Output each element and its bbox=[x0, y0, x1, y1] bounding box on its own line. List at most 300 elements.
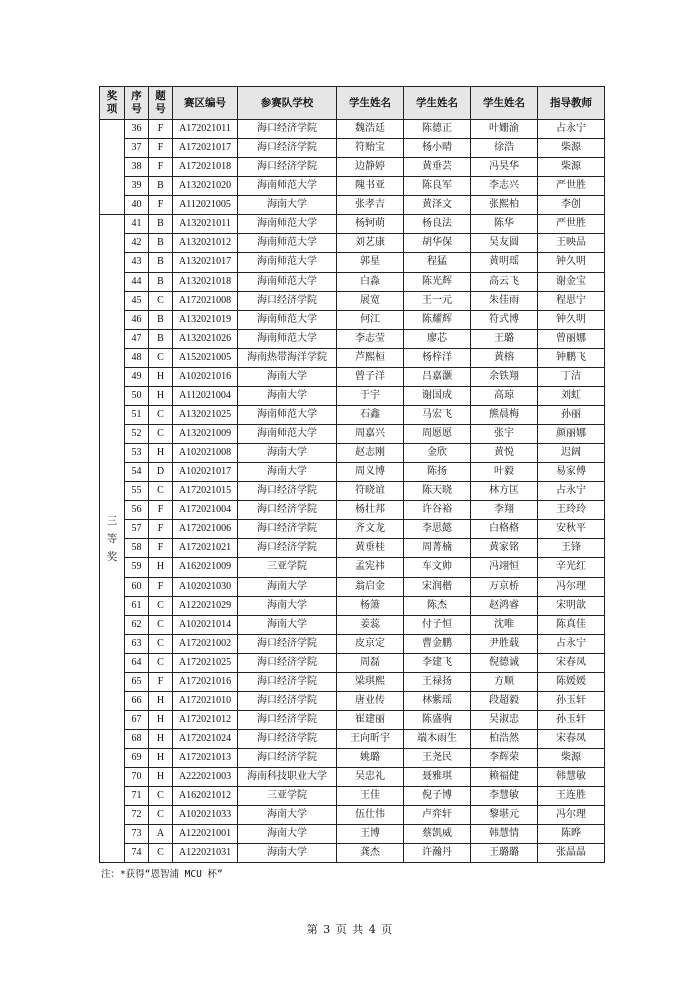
student-1-cell: 翁启金 bbox=[337, 577, 404, 596]
student-1-cell: 伍仕伟 bbox=[337, 806, 404, 825]
seq-cell: 55 bbox=[125, 482, 149, 501]
seq-cell: 65 bbox=[125, 672, 149, 691]
code-cell: A172021024 bbox=[173, 730, 238, 749]
topic-cell: H bbox=[149, 691, 173, 710]
topic-cell: H bbox=[149, 710, 173, 729]
student-1-cell: 何江 bbox=[337, 310, 404, 329]
school-cell: 海南大学 bbox=[238, 367, 337, 386]
school-cell: 海口经济学院 bbox=[238, 634, 337, 653]
student-1-cell: 周义博 bbox=[337, 463, 404, 482]
school-cell: 海口经济学院 bbox=[238, 749, 337, 768]
seq-cell: 44 bbox=[125, 272, 149, 291]
table-row bbox=[100, 691, 605, 710]
topic-cell: C bbox=[149, 806, 173, 825]
seq-cell: 36 bbox=[125, 120, 149, 139]
code-cell: A152021005 bbox=[173, 348, 238, 367]
seq-cell: 61 bbox=[125, 596, 149, 615]
school-cell: 海南师范大学 bbox=[238, 215, 337, 234]
student-2-cell: 陈扬 bbox=[404, 463, 471, 482]
table-row bbox=[100, 615, 605, 634]
student-1-cell: 刘艺康 bbox=[337, 234, 404, 253]
student-3-cell: 韩慧情 bbox=[471, 825, 538, 844]
student-2-cell: 付子恒 bbox=[404, 615, 471, 634]
student-1-cell: 杨箫 bbox=[337, 596, 404, 615]
student-3-cell: 叶姗渝 bbox=[471, 120, 538, 139]
student-2-cell: 陈德正 bbox=[404, 120, 471, 139]
student-3-cell: 李慧敏 bbox=[471, 787, 538, 806]
student-3-cell: 张熙柏 bbox=[471, 196, 538, 215]
school-cell: 海南大学 bbox=[238, 444, 337, 463]
seq-cell: 49 bbox=[125, 367, 149, 386]
code-cell: A102021033 bbox=[173, 806, 238, 825]
teacher-cell: 占永宁 bbox=[538, 120, 605, 139]
seq-cell: 51 bbox=[125, 405, 149, 424]
school-cell: 海南师范大学 bbox=[238, 310, 337, 329]
seq-cell: 67 bbox=[125, 710, 149, 729]
student-2-cell: 端木雨生 bbox=[404, 730, 471, 749]
code-cell: A172021012 bbox=[173, 710, 238, 729]
teacher-cell: 孙玉轩 bbox=[538, 691, 605, 710]
student-1-cell: 白淼 bbox=[337, 272, 404, 291]
table-row bbox=[100, 367, 605, 386]
student-3-cell: 王璐璐 bbox=[471, 844, 538, 863]
student-3-cell: 叶毅 bbox=[471, 463, 538, 482]
student-2-cell: 曹金鹏 bbox=[404, 634, 471, 653]
topic-cell: B bbox=[149, 272, 173, 291]
student-2-cell: 杨小晴 bbox=[404, 139, 471, 158]
table-row bbox=[100, 139, 605, 158]
student-2-cell: 王一元 bbox=[404, 291, 471, 310]
student-1-cell: 于宇 bbox=[337, 386, 404, 405]
student-3-cell: 尹胜载 bbox=[471, 634, 538, 653]
teacher-cell: 陈真佳 bbox=[538, 615, 605, 634]
seq-cell: 71 bbox=[125, 787, 149, 806]
seq-cell: 56 bbox=[125, 501, 149, 520]
topic-cell: F bbox=[149, 539, 173, 558]
header-code: 赛区编号 bbox=[173, 87, 238, 120]
code-cell: A102021008 bbox=[173, 444, 238, 463]
school-cell: 海口经济学院 bbox=[238, 653, 337, 672]
student-2-cell: 黄垂芸 bbox=[404, 158, 471, 177]
table-row bbox=[100, 291, 605, 310]
student-2-cell: 聂雅琪 bbox=[404, 768, 471, 787]
student-1-cell: 王佳 bbox=[337, 787, 404, 806]
seq-cell: 64 bbox=[125, 653, 149, 672]
code-cell: A132021025 bbox=[173, 405, 238, 424]
student-3-cell: 倪德诚 bbox=[471, 653, 538, 672]
school-cell: 海口经济学院 bbox=[238, 482, 337, 501]
student-3-cell: 黄榕 bbox=[471, 348, 538, 367]
topic-cell: F bbox=[149, 158, 173, 177]
teacher-cell: 柴源 bbox=[538, 158, 605, 177]
teacher-cell: 王连胜 bbox=[538, 787, 605, 806]
header-teacher: 指导教师 bbox=[538, 87, 605, 120]
seq-cell: 60 bbox=[125, 577, 149, 596]
student-3-cell: 高琼 bbox=[471, 386, 538, 405]
student-2-cell: 黄泽文 bbox=[404, 196, 471, 215]
topic-cell: H bbox=[149, 444, 173, 463]
student-1-cell: 边静婷 bbox=[337, 158, 404, 177]
teacher-cell: 占永宁 bbox=[538, 482, 605, 501]
code-cell: A172021002 bbox=[173, 634, 238, 653]
student-1-cell: 龚杰 bbox=[337, 844, 404, 863]
table-row bbox=[100, 577, 605, 596]
table-row bbox=[100, 730, 605, 749]
topic-cell: A bbox=[149, 825, 173, 844]
student-2-cell: 许谷裕 bbox=[404, 501, 471, 520]
topic-cell: C bbox=[149, 425, 173, 444]
code-cell: A172021017 bbox=[173, 139, 238, 158]
student-1-cell: 皮京定 bbox=[337, 634, 404, 653]
seq-cell: 73 bbox=[125, 825, 149, 844]
code-cell: A132021026 bbox=[173, 329, 238, 348]
school-cell: 海南师范大学 bbox=[238, 234, 337, 253]
seq-cell: 54 bbox=[125, 463, 149, 482]
student-2-cell: 陈良军 bbox=[404, 177, 471, 196]
school-cell: 海口经济学院 bbox=[238, 710, 337, 729]
student-2-cell: 李建飞 bbox=[404, 653, 471, 672]
teacher-cell: 程思宁 bbox=[538, 291, 605, 310]
student-3-cell: 白格格 bbox=[471, 520, 538, 539]
student-2-cell: 杨梓洋 bbox=[404, 348, 471, 367]
school-cell: 海南师范大学 bbox=[238, 425, 337, 444]
student-3-cell: 吴友圆 bbox=[471, 234, 538, 253]
seq-cell: 74 bbox=[125, 844, 149, 863]
topic-cell: B bbox=[149, 234, 173, 253]
student-2-cell: 陈杰 bbox=[404, 596, 471, 615]
topic-cell: F bbox=[149, 672, 173, 691]
teacher-cell: 冯尔理 bbox=[538, 806, 605, 825]
topic-cell: B bbox=[149, 310, 173, 329]
code-cell: A132021018 bbox=[173, 272, 238, 291]
student-3-cell: 李辉荣 bbox=[471, 749, 538, 768]
table-row bbox=[100, 425, 605, 444]
student-1-cell: 曾子洋 bbox=[337, 367, 404, 386]
header-student-2: 学生姓名 bbox=[404, 87, 471, 120]
student-2-cell: 李思懿 bbox=[404, 520, 471, 539]
table-row bbox=[100, 844, 605, 863]
student-2-cell: 金欣 bbox=[404, 444, 471, 463]
student-3-cell: 万京桥 bbox=[471, 577, 538, 596]
student-1-cell: 李志莹 bbox=[337, 329, 404, 348]
topic-cell: H bbox=[149, 768, 173, 787]
table-row bbox=[100, 405, 605, 424]
topic-cell: B bbox=[149, 215, 173, 234]
topic-cell: H bbox=[149, 749, 173, 768]
table-row bbox=[100, 768, 605, 787]
code-cell: A172021025 bbox=[173, 653, 238, 672]
table-row bbox=[100, 596, 605, 615]
student-3-cell: 黄明瑶 bbox=[471, 253, 538, 272]
table-row bbox=[100, 558, 605, 577]
student-1-cell: 齐文龙 bbox=[337, 520, 404, 539]
school-cell: 海口经济学院 bbox=[238, 730, 337, 749]
student-2-cell: 卢弈轩 bbox=[404, 806, 471, 825]
student-2-cell: 杨良法 bbox=[404, 215, 471, 234]
teacher-cell: 冯尔理 bbox=[538, 577, 605, 596]
topic-cell: H bbox=[149, 367, 173, 386]
student-2-cell: 陈天晓 bbox=[404, 482, 471, 501]
topic-cell: C bbox=[149, 482, 173, 501]
student-2-cell: 谢国成 bbox=[404, 386, 471, 405]
school-cell: 海口经济学院 bbox=[238, 158, 337, 177]
code-cell: A122021031 bbox=[173, 844, 238, 863]
code-cell: A102021017 bbox=[173, 463, 238, 482]
teacher-cell: 钟鹏飞 bbox=[538, 348, 605, 367]
table-row bbox=[100, 806, 605, 825]
code-cell: A222021003 bbox=[173, 768, 238, 787]
student-3-cell: 黎堪元 bbox=[471, 806, 538, 825]
student-3-cell: 陈华 bbox=[471, 215, 538, 234]
school-cell: 海南大学 bbox=[238, 844, 337, 863]
seq-cell: 62 bbox=[125, 615, 149, 634]
student-3-cell: 李翔 bbox=[471, 501, 538, 520]
code-cell: A102021016 bbox=[173, 367, 238, 386]
teacher-cell: 占永宁 bbox=[538, 634, 605, 653]
student-1-cell: 郭星 bbox=[337, 253, 404, 272]
topic-cell: C bbox=[149, 615, 173, 634]
student-3-cell: 林方匡 bbox=[471, 482, 538, 501]
teacher-cell: 曾丽娜 bbox=[538, 329, 605, 348]
school-cell: 海南师范大学 bbox=[238, 405, 337, 424]
student-2-cell: 蔡凯威 bbox=[404, 825, 471, 844]
seq-cell: 69 bbox=[125, 749, 149, 768]
school-cell: 海口经济学院 bbox=[238, 291, 337, 310]
student-3-cell: 赵鸿睿 bbox=[471, 596, 538, 615]
table-row bbox=[100, 749, 605, 768]
student-1-cell: 姜蕊 bbox=[337, 615, 404, 634]
header-award: 奖 项 bbox=[100, 87, 125, 120]
header-student-3: 学生姓名 bbox=[471, 87, 538, 120]
student-1-cell: 崔建丽 bbox=[337, 710, 404, 729]
code-cell: A132021017 bbox=[173, 253, 238, 272]
topic-cell: F bbox=[149, 501, 173, 520]
student-3-cell: 熊晨梅 bbox=[471, 405, 538, 424]
footnote: 注：*获得“恩智浦 MCU 杯” bbox=[101, 869, 223, 880]
topic-cell: C bbox=[149, 405, 173, 424]
table-row bbox=[100, 444, 605, 463]
student-2-cell: 宋润楷 bbox=[404, 577, 471, 596]
seq-cell: 59 bbox=[125, 558, 149, 577]
student-1-cell: 梁琪熙 bbox=[337, 672, 404, 691]
student-3-cell: 余铁翔 bbox=[471, 367, 538, 386]
teacher-cell: 张晶晶 bbox=[538, 844, 605, 863]
seq-cell: 70 bbox=[125, 768, 149, 787]
award-group-cell: 三 等 奖 bbox=[100, 215, 125, 863]
topic-cell: F bbox=[149, 520, 173, 539]
student-1-cell: 周磊 bbox=[337, 653, 404, 672]
student-2-cell: 程猛 bbox=[404, 253, 471, 272]
topic-cell: B bbox=[149, 253, 173, 272]
student-1-cell: 吴忠礼 bbox=[337, 768, 404, 787]
student-3-cell: 高云飞 bbox=[471, 272, 538, 291]
seq-cell: 53 bbox=[125, 444, 149, 463]
teacher-cell: 迟阔 bbox=[538, 444, 605, 463]
teacher-cell: 辛光红 bbox=[538, 558, 605, 577]
code-cell: A172021013 bbox=[173, 749, 238, 768]
student-3-cell: 赖福健 bbox=[471, 768, 538, 787]
topic-cell: C bbox=[149, 844, 173, 863]
topic-cell: H bbox=[149, 558, 173, 577]
student-1-cell: 张孝吉 bbox=[337, 196, 404, 215]
topic-cell: H bbox=[149, 730, 173, 749]
student-1-cell: 符贻宝 bbox=[337, 139, 404, 158]
header-school: 参赛队学校 bbox=[238, 87, 337, 120]
student-1-cell: 芦熙桓 bbox=[337, 348, 404, 367]
teacher-cell: 宋春凤 bbox=[538, 653, 605, 672]
table-row bbox=[100, 120, 605, 139]
code-cell: A172021016 bbox=[173, 672, 238, 691]
code-cell: A102021030 bbox=[173, 577, 238, 596]
school-cell: 海南师范大学 bbox=[238, 272, 337, 291]
header-student-1: 学生姓名 bbox=[337, 87, 404, 120]
student-1-cell: 姚璐 bbox=[337, 749, 404, 768]
school-cell: 海南师范大学 bbox=[238, 329, 337, 348]
student-2-cell: 王尧民 bbox=[404, 749, 471, 768]
school-cell: 三亚学院 bbox=[238, 558, 337, 577]
table-row bbox=[100, 539, 605, 558]
student-3-cell: 柏浩然 bbox=[471, 730, 538, 749]
seq-cell: 46 bbox=[125, 310, 149, 329]
student-1-cell: 赵志刚 bbox=[337, 444, 404, 463]
school-cell: 海南大学 bbox=[238, 615, 337, 634]
topic-cell: F bbox=[149, 196, 173, 215]
code-cell: A172021015 bbox=[173, 482, 238, 501]
teacher-cell: 孙丽 bbox=[538, 405, 605, 424]
teacher-cell: 王映品 bbox=[538, 234, 605, 253]
teacher-cell: 刘虹 bbox=[538, 386, 605, 405]
student-3-cell: 王璐 bbox=[471, 329, 538, 348]
school-cell: 海南大学 bbox=[238, 596, 337, 615]
student-3-cell: 朱佳雨 bbox=[471, 291, 538, 310]
student-1-cell: 王向昕宇 bbox=[337, 730, 404, 749]
topic-cell: C bbox=[149, 291, 173, 310]
code-cell: A172021010 bbox=[173, 691, 238, 710]
table-row bbox=[100, 634, 605, 653]
teacher-cell: 宋明歆 bbox=[538, 596, 605, 615]
code-cell: A172021021 bbox=[173, 539, 238, 558]
school-cell: 海南师范大学 bbox=[238, 253, 337, 272]
student-2-cell: 倪子博 bbox=[404, 787, 471, 806]
topic-cell: C bbox=[149, 787, 173, 806]
table-row bbox=[100, 386, 605, 405]
student-1-cell: 魏浩廷 bbox=[337, 120, 404, 139]
code-cell: A132021020 bbox=[173, 177, 238, 196]
table-row bbox=[100, 520, 605, 539]
school-cell: 海南师范大学 bbox=[238, 177, 337, 196]
teacher-cell: 柴源 bbox=[538, 139, 605, 158]
school-cell: 海南科技职业大学 bbox=[238, 768, 337, 787]
student-3-cell: 冯翊恒 bbox=[471, 558, 538, 577]
topic-cell: F bbox=[149, 139, 173, 158]
code-cell: A132021012 bbox=[173, 234, 238, 253]
table-row bbox=[100, 672, 605, 691]
topic-cell: B bbox=[149, 329, 173, 348]
student-2-cell: 陈盛驹 bbox=[404, 710, 471, 729]
code-cell: A172021018 bbox=[173, 158, 238, 177]
seq-cell: 50 bbox=[125, 386, 149, 405]
code-cell: A122021001 bbox=[173, 825, 238, 844]
teacher-cell: 易家傅 bbox=[538, 463, 605, 482]
table-row bbox=[100, 215, 605, 234]
seq-cell: 57 bbox=[125, 520, 149, 539]
student-2-cell: 王禄扬 bbox=[404, 672, 471, 691]
student-3-cell: 张宇 bbox=[471, 425, 538, 444]
student-2-cell: 吕嘉灏 bbox=[404, 367, 471, 386]
topic-cell: C bbox=[149, 653, 173, 672]
teacher-cell: 严世胜 bbox=[538, 177, 605, 196]
seq-cell: 45 bbox=[125, 291, 149, 310]
code-cell: A172021011 bbox=[173, 120, 238, 139]
table-row bbox=[100, 787, 605, 806]
school-cell: 海口经济学院 bbox=[238, 120, 337, 139]
student-3-cell: 方顺 bbox=[471, 672, 538, 691]
table-row bbox=[100, 653, 605, 672]
seq-cell: 52 bbox=[125, 425, 149, 444]
table-row bbox=[100, 158, 605, 177]
teacher-cell: 陈晔 bbox=[538, 825, 605, 844]
seq-cell: 43 bbox=[125, 253, 149, 272]
student-2-cell: 陈耀辉 bbox=[404, 310, 471, 329]
table-row bbox=[100, 825, 605, 844]
student-1-cell: 杨壮邦 bbox=[337, 501, 404, 520]
student-1-cell: 杨轲萌 bbox=[337, 215, 404, 234]
teacher-cell: 韩慧敏 bbox=[538, 768, 605, 787]
school-cell: 海口经济学院 bbox=[238, 139, 337, 158]
seq-cell: 37 bbox=[125, 139, 149, 158]
school-cell: 海南大学 bbox=[238, 463, 337, 482]
header-topic: 题 号 bbox=[149, 87, 173, 120]
topic-cell: H bbox=[149, 386, 173, 405]
student-2-cell: 林紫瑶 bbox=[404, 691, 471, 710]
school-cell: 海南大学 bbox=[238, 806, 337, 825]
student-1-cell: 隗书亚 bbox=[337, 177, 404, 196]
award-group-cell bbox=[100, 120, 125, 215]
school-cell: 海口经济学院 bbox=[238, 539, 337, 558]
seq-cell: 41 bbox=[125, 215, 149, 234]
student-2-cell: 周菁楠 bbox=[404, 539, 471, 558]
code-cell: A162021009 bbox=[173, 558, 238, 577]
teacher-cell: 王玲玲 bbox=[538, 501, 605, 520]
teacher-cell: 孙玉轩 bbox=[538, 710, 605, 729]
student-3-cell: 冯昊华 bbox=[471, 158, 538, 177]
table-row bbox=[100, 196, 605, 215]
school-cell: 海南大学 bbox=[238, 386, 337, 405]
student-2-cell: 马宏飞 bbox=[404, 405, 471, 424]
student-1-cell: 展宽 bbox=[337, 291, 404, 310]
results-table bbox=[99, 86, 605, 863]
seq-cell: 66 bbox=[125, 691, 149, 710]
school-cell: 海南热带海洋学院 bbox=[238, 348, 337, 367]
student-3-cell: 符式博 bbox=[471, 310, 538, 329]
table-row bbox=[100, 272, 605, 291]
teacher-cell: 陈媛媛 bbox=[538, 672, 605, 691]
teacher-cell: 谢金宝 bbox=[538, 272, 605, 291]
school-cell: 三亚学院 bbox=[238, 787, 337, 806]
table-body bbox=[100, 120, 605, 863]
code-cell: A102021014 bbox=[173, 615, 238, 634]
student-2-cell: 周愿愿 bbox=[404, 425, 471, 444]
code-cell: A112021004 bbox=[173, 386, 238, 405]
teacher-cell: 宋春凤 bbox=[538, 730, 605, 749]
table-row bbox=[100, 348, 605, 367]
teacher-cell: 严世胜 bbox=[538, 215, 605, 234]
teacher-cell: 钟久明 bbox=[538, 310, 605, 329]
seq-cell: 39 bbox=[125, 177, 149, 196]
table-row bbox=[100, 253, 605, 272]
topic-cell: D bbox=[149, 463, 173, 482]
code-cell: A122021029 bbox=[173, 596, 238, 615]
